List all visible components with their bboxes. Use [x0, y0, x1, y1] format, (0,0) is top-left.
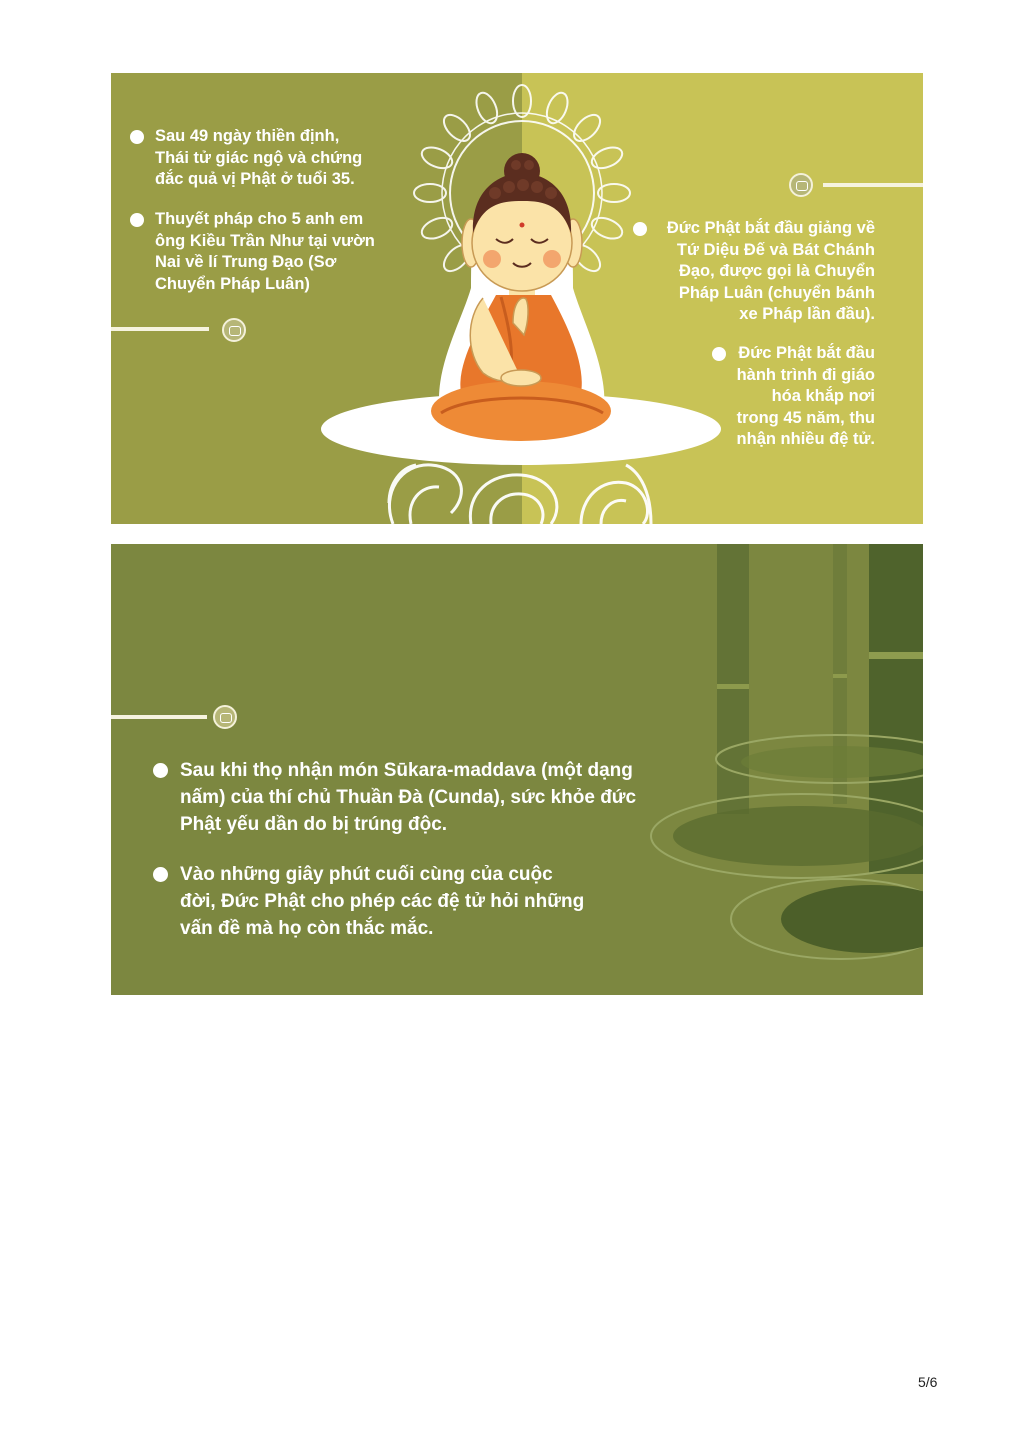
text-line: nhận nhiều đệ tử. [736, 430, 875, 448]
text-line: xe Pháp lần đầu). [739, 305, 875, 323]
text-line: Thuyết pháp cho 5 anh em [155, 210, 364, 228]
text-line: hành trình đi giáo [736, 365, 875, 384]
text-line: Đạo, được gọi là Chuyển [678, 262, 875, 280]
text-line: Vào những giây phút cuối cùng của cuộc [180, 864, 553, 885]
text-line: Pháp Luân (chuyển bánh [678, 283, 875, 302]
text-line: hóa khắp nơi [771, 387, 875, 405]
bullet-dot-icon [712, 347, 726, 361]
bullet-dot-icon [130, 213, 144, 227]
divider-line [823, 183, 923, 187]
text-line: Sau 49 ngày thiền định, [155, 127, 340, 145]
text-line: Chuyển Pháp Luân) [155, 274, 310, 293]
text-line: ông Kiều Trần Như tại vườn [155, 231, 375, 250]
text-line: vấn đề mà họ còn thắc mắc. [180, 918, 434, 939]
text-line: Tứ Diệu Đế và Bát Chánh [676, 240, 875, 259]
text-line: trong 45 năm, thu [736, 408, 875, 427]
slide2-bullet-1 [180, 757, 636, 838]
mandala-petal [513, 85, 531, 117]
bullet-dot-icon [633, 222, 647, 236]
swirl-ornament [389, 465, 651, 524]
slide-2 [111, 544, 923, 995]
mandala-petal [414, 184, 446, 202]
slide-1 [111, 73, 923, 524]
mandala-petal [439, 110, 474, 145]
medallion-icon [222, 318, 246, 342]
bullet-dot-icon [130, 130, 144, 144]
divider-line [111, 327, 209, 331]
slide2-bullet-2 [180, 861, 584, 942]
text-line: Nai về lí Trung Đạo (Sơ [155, 253, 337, 271]
text-line: Đức Phật bắt đầu [738, 344, 875, 362]
slide1-left-bullet-1 [155, 126, 362, 191]
bullet-dot-icon [153, 763, 168, 778]
text-line: đắc quả vị Phật ở tuổi 35. [155, 170, 355, 188]
text-line: Thái tử giác ngộ và chứng [155, 148, 363, 167]
mandala-petal [569, 110, 604, 145]
text-line: nấm) của thí chủ Thuần Đà (Cunda), sức khỏe đức [180, 787, 637, 808]
text-line: đời, Đức Phật cho phép các đệ tử hỏi những [180, 891, 585, 912]
divider-line [111, 715, 207, 719]
text-line: Phật yếu dần do bị trúng độc. [180, 814, 448, 835]
medallion-icon [213, 705, 237, 729]
slide1-right-bullet-2 [737, 343, 875, 451]
medallion-icon [789, 173, 813, 197]
text-line: Đức Phật bắt đầu giảng về [666, 219, 875, 237]
bullet-dot-icon [153, 867, 168, 882]
slide1-right-bullet-1 [667, 218, 875, 326]
mandala-petal [598, 184, 630, 202]
slide1-left-bullet-2 [155, 209, 375, 295]
text-line: Sau khi thọ nhận món Sūkara-maddava (một dạng [180, 760, 633, 781]
page-number: 5/6 [918, 1374, 938, 1390]
